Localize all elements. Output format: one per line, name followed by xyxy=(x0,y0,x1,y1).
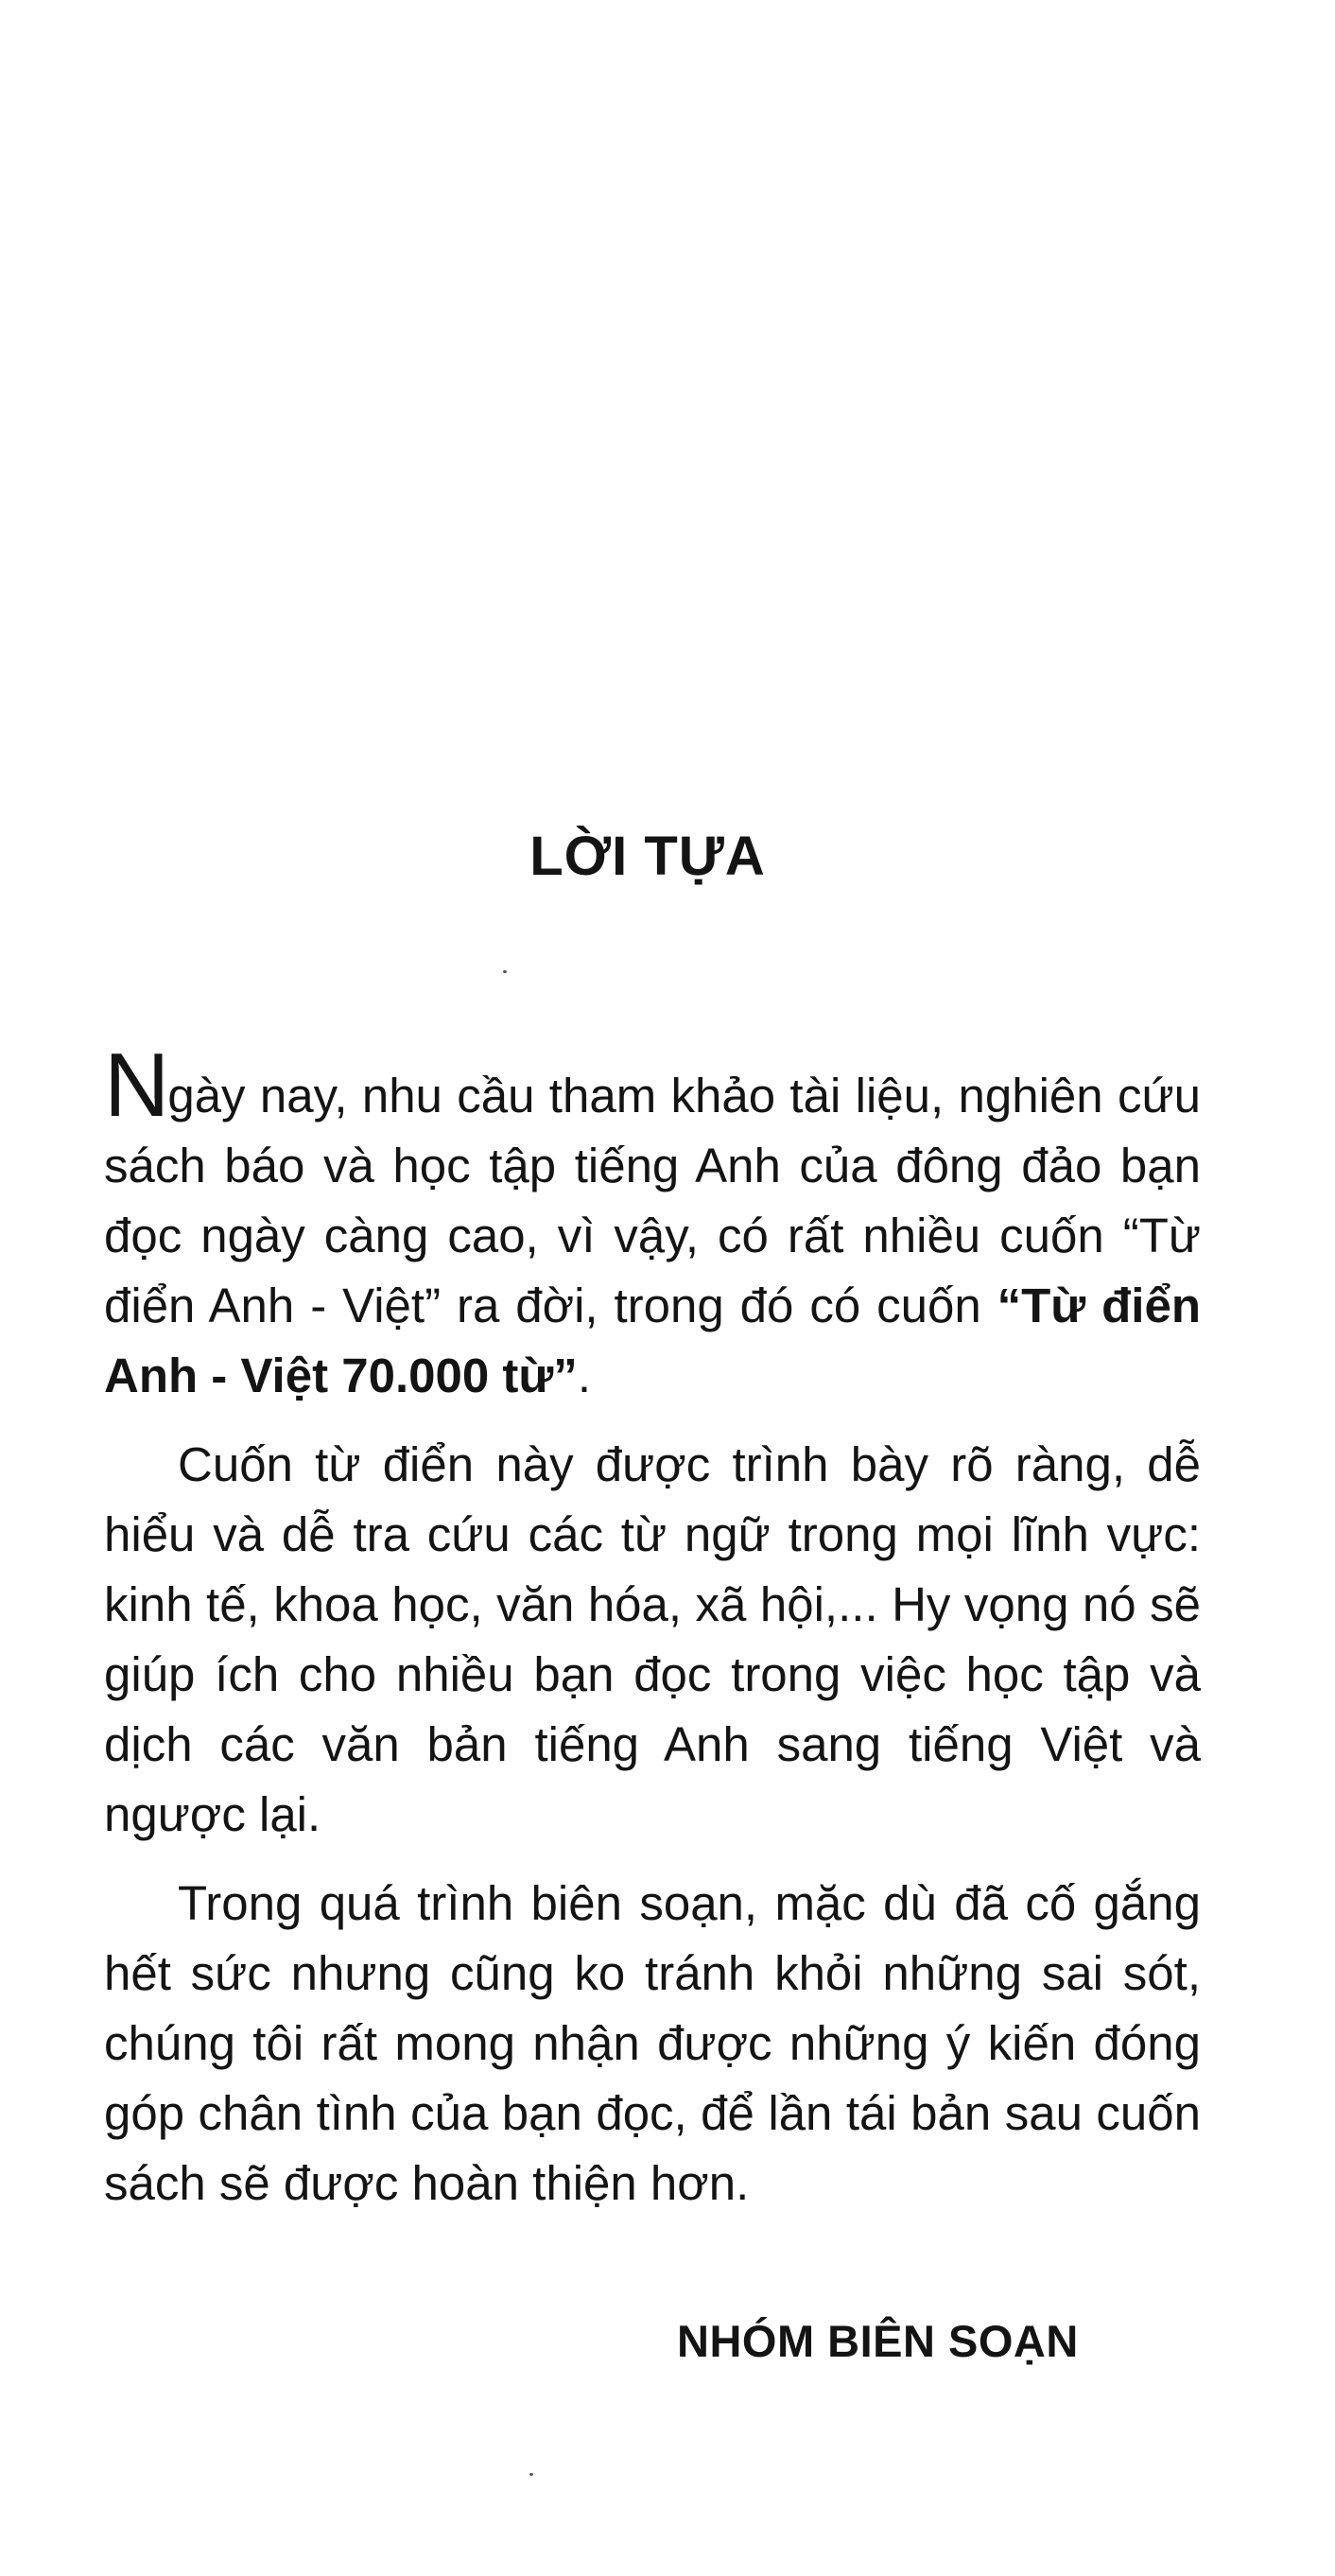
page-title: LỜI TỰA xyxy=(529,825,766,887)
paragraph-description: Cuốn từ điển này được trình bày rõ ràng, dễ hiểu và dễ tra cứu các từ ngữ trong mọi lĩnh vực: kinh tế, khoa học, văn hóa, xã hội,... Hy vọng nó sẽ giúp ích cho nhiều bạn đọc trong việc học tập và dịch các văn bản tiếng Anh sang tiếng Việt và ngược lại. xyxy=(104,1437,1201,1841)
paragraph-intro-end: . xyxy=(577,1349,591,1402)
editorial-signature: NHÓM BIÊN SOẠN xyxy=(677,2316,1079,2366)
preface-body xyxy=(104,1035,1201,2219)
paragraph-feedback: Trong quá trình biên soạn, mặc dù đã cố gắng hết sức nhưng cũng ko tránh khỏi những sai sót, chúng tôi rất mong nhận được những ý kiến đóng góp chân tình của bạn đọc, để lần tái bản sau cuốn sách sẽ được hoàn thiện hơn. xyxy=(104,1876,1201,2210)
drop-cap: N xyxy=(104,1035,170,1136)
paragraph-intro xyxy=(104,1035,1201,1411)
paragraph-intro-text: gày nay, nhu cầu tham khảo tài liệu, nghiên cứu sách báo và học tập tiếng Anh của đông đảo bạn đọc ngày càng cao, vì vậy, có rất nhiều cuốn “Từ điển Anh - Việt” ra đời, trong đó có cuốn xyxy=(104,1069,1201,1332)
book-title: “Từ điển Anh - Việt 70.000 từ” xyxy=(104,1279,1201,1402)
print-speck xyxy=(503,970,507,973)
print-speck xyxy=(529,2473,533,2476)
